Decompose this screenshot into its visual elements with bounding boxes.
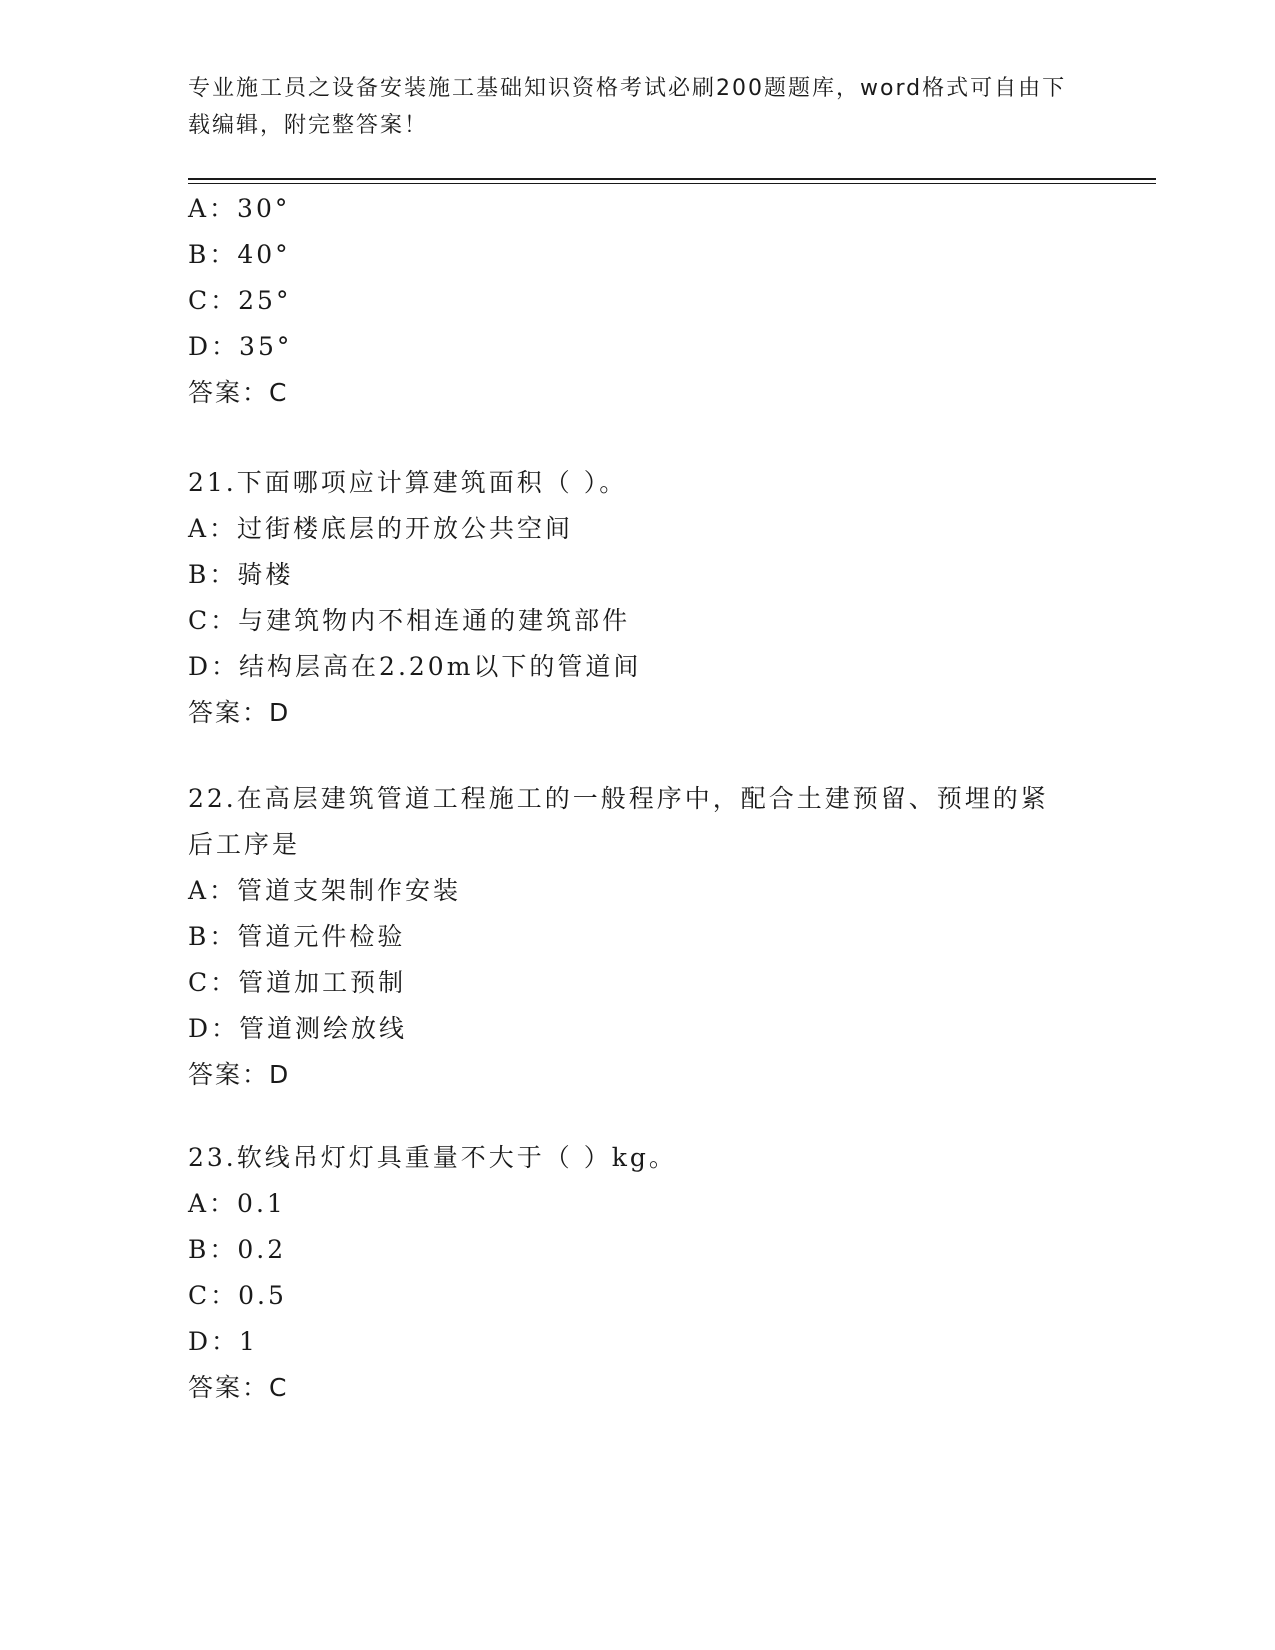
question-stem: 22.在高层建筑管道工程施工的一般程序中，配合土建预留、预埋的紧后工序是 — [188, 784, 1049, 859]
question-22 — [188, 776, 1088, 1098]
option-b: B：40° — [188, 240, 291, 269]
option-d: D：结构层高在2.20m以下的管道间 — [188, 652, 642, 681]
option-d: D：1 — [188, 1327, 258, 1356]
answer-line: 答案：C — [188, 1373, 289, 1402]
option-a: A：0.1 — [188, 1189, 286, 1218]
option-c: C：与建筑物内不相连通的建筑部件 — [188, 606, 631, 635]
answer-line: 答案：D — [188, 1060, 291, 1089]
question-stem: 23.软线吊灯灯具重量不大于（ ）kg。 — [188, 1143, 677, 1172]
header-divider-thin — [188, 183, 1156, 184]
partial-question — [188, 186, 1088, 416]
header-divider-thick — [188, 178, 1156, 180]
question-21 — [188, 460, 1088, 736]
option-a: A：30° — [188, 194, 291, 223]
question-stem: 21.下面哪项应计算建筑面积（ ）。 — [188, 468, 628, 497]
option-b: B：0.2 — [188, 1235, 287, 1264]
question-23 — [188, 1135, 1088, 1411]
option-d: D：管道测绘放线 — [188, 1014, 408, 1043]
option-a: A：过街楼底层的开放公共空间 — [188, 514, 574, 543]
document-header: 专业施工员之设备安装施工基础知识资格考试必刷200题题库，word格式可自由下载编辑，附完整答案！ — [188, 76, 1067, 138]
option-b: B：管道元件检验 — [188, 922, 406, 951]
option-a: A：管道支架制作安装 — [188, 876, 462, 905]
answer-line: 答案：D — [188, 698, 291, 727]
option-c: C：管道加工预制 — [188, 968, 407, 997]
option-b: B：骑楼 — [188, 560, 294, 589]
option-c: C：25° — [188, 286, 292, 315]
answer-line: 答案：C — [188, 378, 289, 407]
option-c: C：0.5 — [188, 1281, 287, 1310]
option-d: D：35° — [188, 332, 293, 361]
